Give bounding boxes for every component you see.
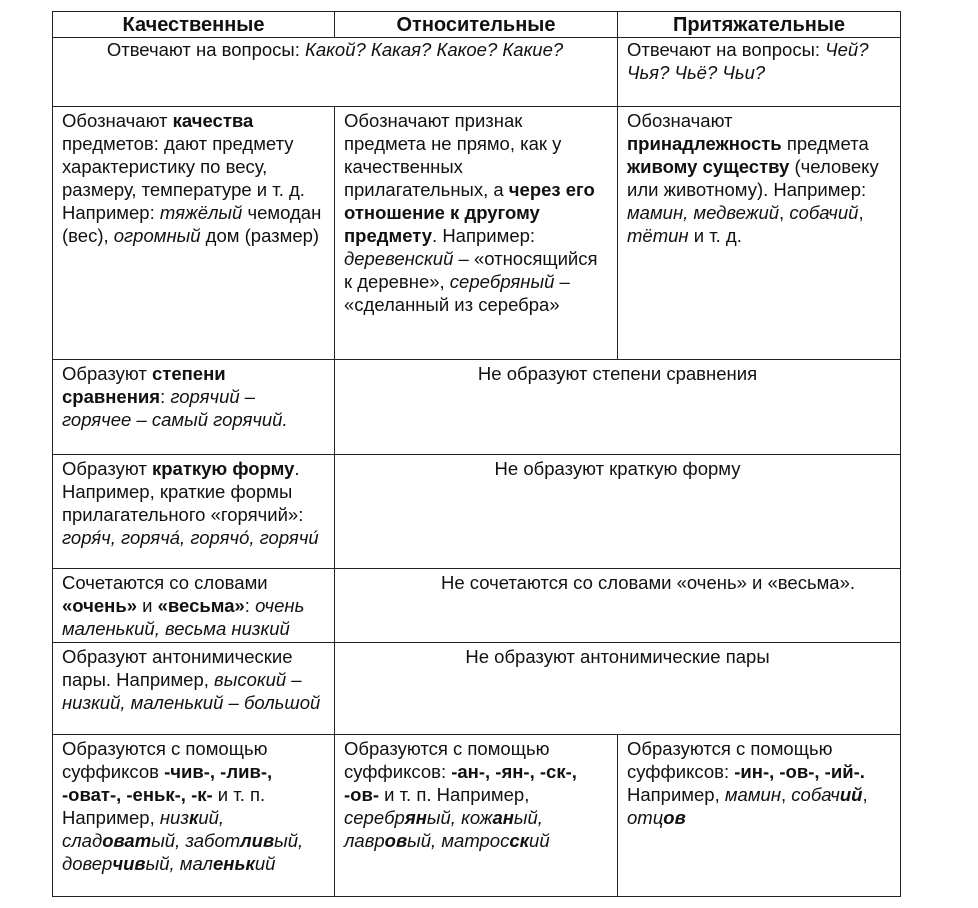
degrees-row [53,360,901,455]
meaning-possessive: Обозначают принадлежность предмета живому существу (человеку или животному). Например: мамин, медвежий, собачий, тётин и т. д. [618,107,901,360]
meaning-relative: Обозначают признак предмета не прямо, как у качественных прилагательных, а через его отношение к другому предмету. Например: деревенский – «относящийся к деревне», серебряный – «сделанный из серебра» [335,107,618,360]
very-row [53,569,901,643]
questions-row [53,38,901,107]
short-form-other: Не образуют краткую форму [335,455,901,569]
degrees-qualitative: Образуют степени сравнения: горячий – горячее – самый горячий. [53,360,335,455]
header-qualitative: Качественные [53,12,335,38]
header-relative: Относительные [335,12,618,38]
degrees-other: Не образуют степени сравнения [335,360,901,455]
very-qualitative: Сочетаются со словами «очень» и «весьма»: очень маленький, весьма низкий [53,569,335,643]
adjectives-table [52,11,901,897]
antonyms-qualitative: Образуют антонимические пары. Например, высокий – низкий, маленький – большой [53,643,335,735]
suffixes-relative: Образуются с помощью суффиксов: -ан-, -ян-, -ск-, -ов- и т. п. Например, серебряный, кожаный, лавровый, матросский [335,735,618,897]
antonyms-row [53,643,901,735]
header-row [53,12,901,38]
questions-possessive: Отвечают на вопросы: Чей? Чья? Чьё? Чьи? [618,38,901,107]
meaning-row [53,107,901,360]
suffixes-possessive: Образуются с помощью суффиксов: -ин-, -ов-, -ий-. Например, мамин, собачий, отцов [618,735,901,897]
meaning-qualitative: Обозначают качества предметов: дают предмету характеристику по весу, размеру, температуре и т. д. Например: тяжёлый чемодан (вес), огромный дом (размер) [53,107,335,360]
suffixes-qualitative: Образуются с помощью суффиксов -чив-, -лив-, -оват-, -еньк-, -к- и т. п. Например, низкий, сладоватый, заботливый, доверчивый, маленький [53,735,335,897]
very-other: Не сочетаются со словами «очень» и «весьма». [335,569,901,643]
short-form-row [53,455,901,569]
questions-qual-rel: Отвечают на вопросы: Какой? Какая? Какое? Какие? [53,38,618,107]
suffixes-row [53,735,901,897]
short-form-qualitative: Образуют краткую форму. Например, краткие формы прилагательного «горячий»: горя́ч, горяча́, горячо́, горячи́ [53,455,335,569]
header-possessive: Притяжательные [618,12,901,38]
antonyms-other: Не образуют антонимические пары [335,643,901,735]
